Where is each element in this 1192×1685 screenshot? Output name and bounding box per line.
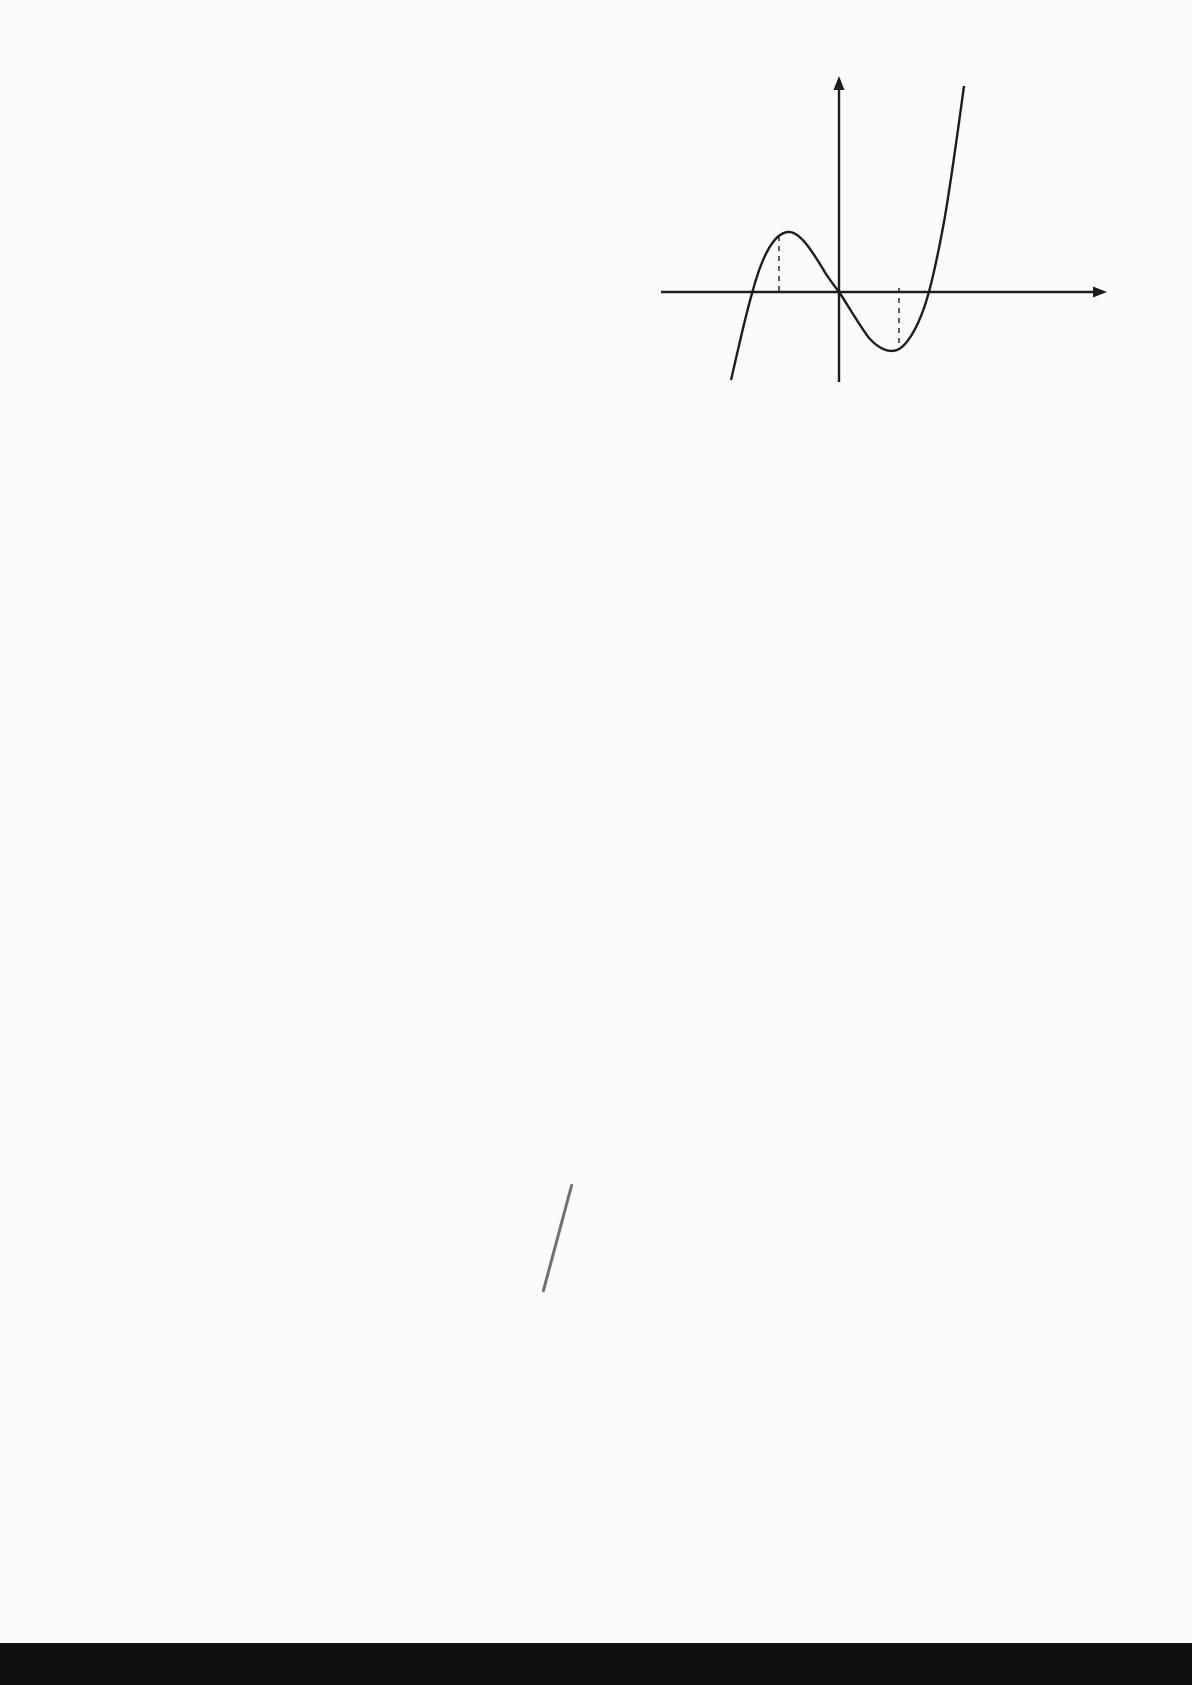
derivative-graph-figure	[649, 70, 1119, 395]
derivative-graph-svg	[649, 70, 1119, 390]
questions-container	[0, 0, 1192, 395]
pen-stroke-artifact	[542, 1184, 573, 1293]
x-axis-arrow	[1093, 287, 1107, 298]
questions-36-37-region	[84, 44, 1118, 395]
y-axis-arrow	[834, 76, 845, 90]
scan-edge-bar	[0, 1643, 1192, 1685]
questions-36-37	[84, 44, 629, 395]
fprime-curve	[731, 86, 964, 380]
